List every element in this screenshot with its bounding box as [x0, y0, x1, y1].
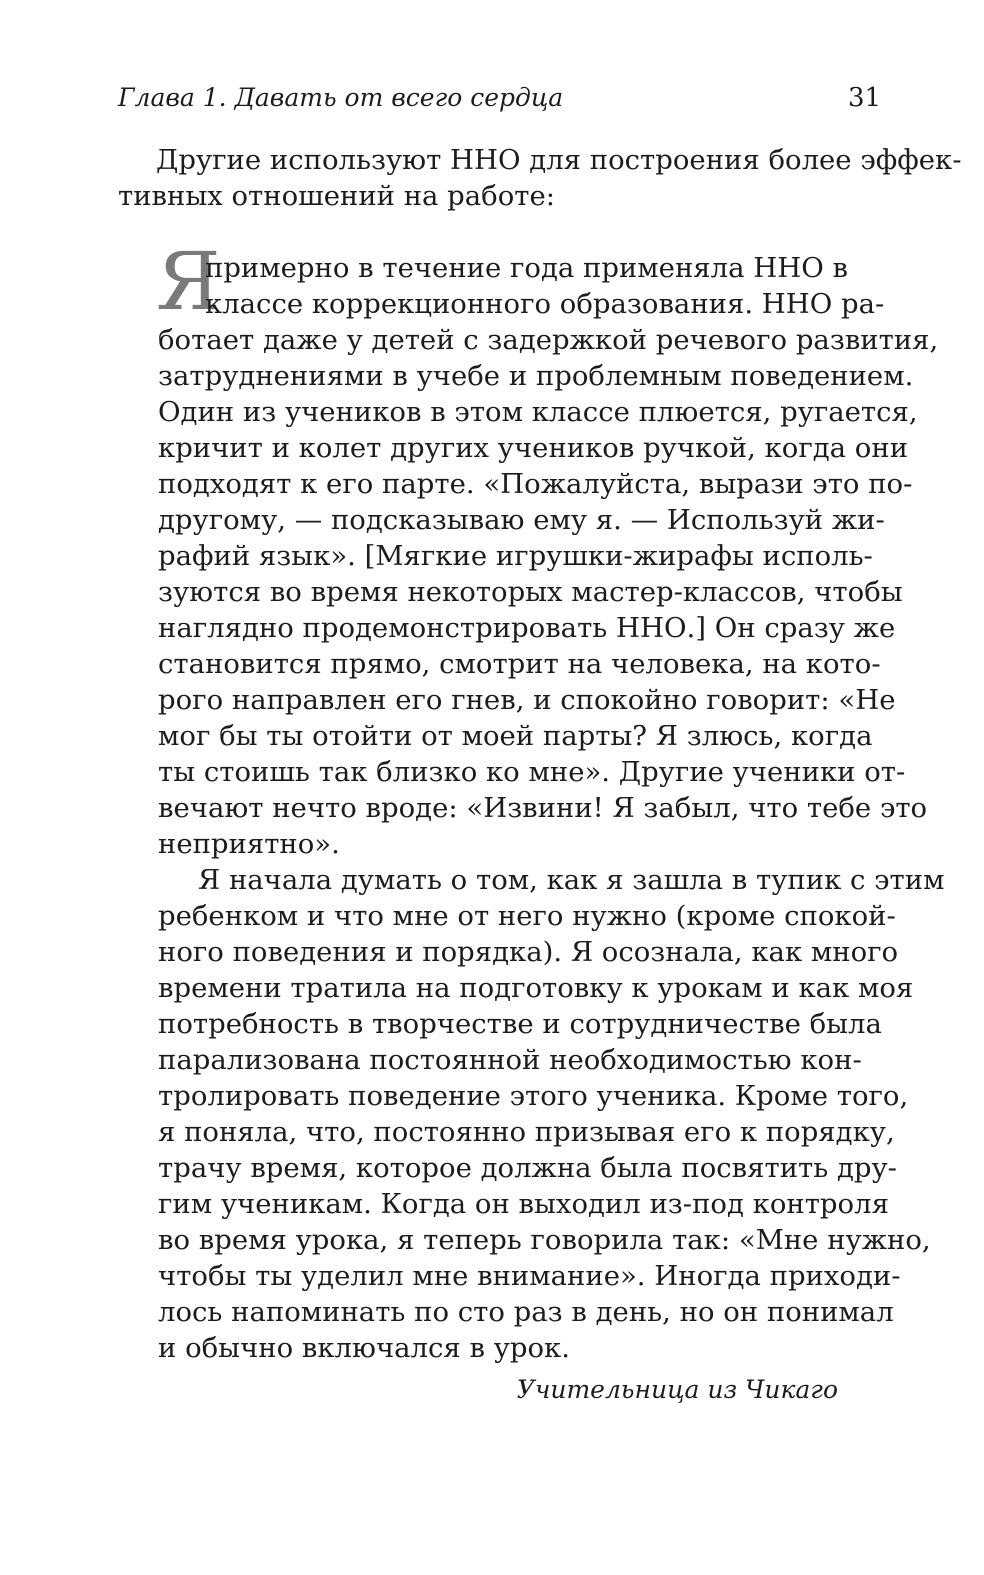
quote-line: времени тратила на подготовку к урокам и как моя [158, 972, 914, 1004]
quote-line: классе коррекционного образования. ННО ра- [205, 288, 885, 320]
quote-line: становится прямо, смотрит на человека, на кото- [158, 648, 881, 680]
page-number: 31 [848, 83, 882, 113]
quote-line: вечают нечто вроде: «Извини! Я забыл, что тебе это [158, 792, 928, 824]
quote-line: затруднениями в учебе и проблемным поведением. [158, 360, 914, 392]
quote-line: мог бы ты отойти от моей парты? Я злюсь, когда [158, 720, 873, 752]
quote-line: неприятно». [158, 828, 340, 860]
quote-line: ребенком и что мне от него нужно (кроме спокой- [158, 900, 896, 932]
drop-cap: Я [156, 235, 221, 328]
quote-line: лось напоминать по сто раз в день, но он понимал [158, 1296, 894, 1328]
quote-line: рого направлен его гнев, и спокойно говорит: «Не [158, 684, 896, 716]
quote-line: Один из учеников в этом классе плюется, ругается, [158, 396, 918, 428]
quote-line: тролировать поведение этого ученика. Кроме того, [158, 1080, 909, 1112]
quote-line: гим ученикам. Когда он выходил из-под контроля [158, 1188, 889, 1220]
quote-line: я поняла, что, постоянно призывая его к порядку, [158, 1116, 895, 1148]
quote-line: рафий язык». [Мягкие игрушки-жирафы исполь- [158, 540, 873, 572]
quote-line: подходят к его парте. «Пожалуйста, вырази это по- [158, 468, 913, 500]
quote-line: ботает даже у детей с задержкой речевого развития, [158, 324, 939, 356]
quote-line: во время урока, я теперь говорила так: «Мне нужно, [158, 1224, 931, 1256]
quote-attribution: Учительница из Чикаго [516, 1375, 838, 1404]
quote-line: парализована постоянной необходимостью кон- [158, 1044, 862, 1076]
quote-line: чтобы ты уделил мне внимание». Иногда приходи- [158, 1260, 901, 1292]
quote-line: зуются во время некоторых мастер-классов, чтобы [158, 576, 903, 608]
quote-line: примерно в течение года применяла ННО в [205, 252, 848, 284]
intro-line: Другие используют ННО для построения более эффек- [156, 144, 962, 176]
running-title: Глава 1. Давать от всего сердца [118, 83, 564, 112]
quote-line: наглядно продемонстрировать ННО.] Он сразу же [158, 612, 896, 644]
quote-line: другому, — подсказываю ему я. — Используй жи- [158, 504, 885, 536]
quote-line: потребность в творчестве и сотрудничестве была [158, 1008, 882, 1040]
quote-line-text: Я начала думать о том, как я зашла в тупик с этим [198, 864, 945, 896]
quote-line: трачу время, которое должна была посвятить дру- [158, 1152, 897, 1184]
quote-line: ного поведения и порядка). Я осознала, как много [158, 936, 899, 968]
quote-line: и обычно включался в урок. [158, 1332, 570, 1364]
intro-line: тивных отношений на работе: [118, 180, 556, 212]
quote-line: ты стоишь так близко ко мне». Другие ученики от- [158, 756, 906, 788]
quote-line [158, 862, 945, 898]
quote-line: кричит и колет других учеников ручкой, когда они [158, 432, 909, 464]
